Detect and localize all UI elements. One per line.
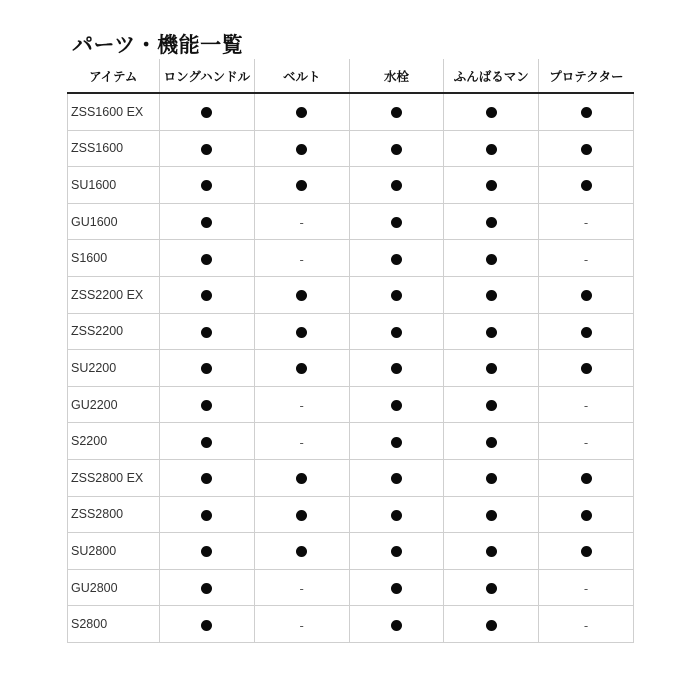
cell-funbaruman xyxy=(444,533,539,570)
item-name-cell: SU2800 xyxy=(68,533,160,570)
cell-long-handle xyxy=(160,496,255,533)
filled-circle-icon xyxy=(201,180,212,191)
cell-faucet xyxy=(349,459,444,496)
filled-circle-icon xyxy=(581,107,592,118)
header-faucet: 水栓 xyxy=(349,59,444,93)
cell-long-handle xyxy=(160,240,255,277)
cell-faucet xyxy=(349,167,444,204)
filled-circle-icon xyxy=(391,180,402,191)
cell-faucet xyxy=(349,496,444,533)
cell-protector xyxy=(539,459,634,496)
filled-circle-icon xyxy=(486,144,497,155)
filled-circle-icon xyxy=(391,290,402,301)
filled-circle-icon xyxy=(581,327,592,338)
cell-protector xyxy=(539,423,634,460)
filled-circle-icon xyxy=(391,583,402,594)
filled-circle-icon xyxy=(201,363,212,374)
dash-mark: - xyxy=(583,252,589,267)
cell-long-handle xyxy=(160,313,255,350)
item-name-cell: ZSS1600 xyxy=(68,130,160,167)
cell-protector xyxy=(539,533,634,570)
cell-funbaruman xyxy=(444,423,539,460)
item-name-cell: GU2800 xyxy=(68,569,160,606)
cell-belt xyxy=(254,386,349,423)
cell-long-handle xyxy=(160,350,255,387)
cell-long-handle xyxy=(160,167,255,204)
table-row xyxy=(68,606,634,643)
cell-funbaruman xyxy=(444,167,539,204)
filled-circle-icon xyxy=(296,144,307,155)
cell-long-handle xyxy=(160,386,255,423)
filled-circle-icon xyxy=(391,254,402,265)
cell-protector xyxy=(539,606,634,643)
cell-protector xyxy=(539,496,634,533)
cell-faucet xyxy=(349,350,444,387)
cell-long-handle xyxy=(160,130,255,167)
filled-circle-icon xyxy=(201,107,212,118)
dash-mark: - xyxy=(299,582,304,597)
item-name-cell: ZSS2200 EX xyxy=(68,276,160,313)
item-name-cell: ZSS2800 xyxy=(68,496,160,533)
cell-long-handle xyxy=(160,423,255,460)
filled-circle-icon xyxy=(201,144,212,155)
filled-circle-icon xyxy=(391,363,402,374)
item-name-cell: S2200 xyxy=(68,423,160,460)
filled-circle-icon xyxy=(391,546,402,557)
cell-belt xyxy=(254,313,349,350)
cell-funbaruman xyxy=(444,350,539,387)
cell-protector xyxy=(539,240,634,277)
filled-circle-icon xyxy=(581,363,592,374)
filled-circle-icon xyxy=(486,327,497,338)
filled-circle-icon xyxy=(581,180,592,191)
table-row xyxy=(68,533,634,570)
filled-circle-icon xyxy=(581,546,592,557)
filled-circle-icon xyxy=(391,473,402,484)
filled-circle-icon xyxy=(296,107,307,118)
cell-protector xyxy=(539,203,634,240)
dash-mark: - xyxy=(583,582,589,597)
filled-circle-icon xyxy=(581,290,592,301)
table-row xyxy=(68,240,634,277)
cell-funbaruman xyxy=(444,240,539,277)
filled-circle-icon xyxy=(296,510,307,521)
cell-protector xyxy=(539,276,634,313)
cell-protector xyxy=(539,130,634,167)
item-name-cell: SU1600 xyxy=(68,167,160,204)
filled-circle-icon xyxy=(201,583,212,594)
features-table xyxy=(67,59,634,643)
filled-circle-icon xyxy=(486,546,497,557)
table-row xyxy=(68,386,634,423)
filled-circle-icon xyxy=(201,290,212,301)
cell-protector xyxy=(539,167,634,204)
cell-protector xyxy=(539,350,634,387)
cell-protector xyxy=(539,313,634,350)
filled-circle-icon xyxy=(296,290,307,301)
cell-belt xyxy=(254,496,349,533)
filled-circle-icon xyxy=(486,217,497,228)
cell-faucet xyxy=(349,276,444,313)
dash-mark: - xyxy=(299,399,304,414)
table-row xyxy=(68,203,634,240)
filled-circle-icon xyxy=(201,437,212,448)
filled-circle-icon xyxy=(296,327,307,338)
cell-funbaruman xyxy=(444,203,539,240)
filled-circle-icon xyxy=(296,363,307,374)
cell-long-handle xyxy=(160,533,255,570)
filled-circle-icon xyxy=(391,217,402,228)
filled-circle-icon xyxy=(391,400,402,411)
cell-faucet xyxy=(349,533,444,570)
cell-faucet xyxy=(349,386,444,423)
filled-circle-icon xyxy=(486,290,497,301)
item-name-cell: ZSS2800 EX xyxy=(68,459,160,496)
dash-mark: - xyxy=(583,399,589,414)
cell-belt xyxy=(254,167,349,204)
table-row xyxy=(68,93,634,130)
item-name-cell: GU1600 xyxy=(68,203,160,240)
filled-circle-icon xyxy=(486,437,497,448)
table-row xyxy=(68,423,634,460)
cell-belt xyxy=(254,350,349,387)
header-item: アイテム xyxy=(68,59,160,93)
table-row xyxy=(68,569,634,606)
cell-belt xyxy=(254,276,349,313)
item-name-cell: SU2200 xyxy=(68,350,160,387)
cell-funbaruman xyxy=(444,496,539,533)
filled-circle-icon xyxy=(581,510,592,521)
cell-long-handle xyxy=(160,276,255,313)
dash-mark: - xyxy=(299,216,304,231)
cell-belt xyxy=(254,533,349,570)
cell-belt xyxy=(254,93,349,130)
page-title: パーツ・機能一覧 xyxy=(72,33,244,57)
filled-circle-icon xyxy=(486,473,497,484)
filled-circle-icon xyxy=(201,620,212,631)
filled-circle-icon xyxy=(486,583,497,594)
table-row xyxy=(68,459,634,496)
cell-funbaruman xyxy=(444,459,539,496)
cell-faucet xyxy=(349,240,444,277)
cell-belt xyxy=(254,606,349,643)
table-header-row xyxy=(68,59,634,93)
cell-belt xyxy=(254,459,349,496)
filled-circle-icon xyxy=(486,510,497,521)
filled-circle-icon xyxy=(486,400,497,411)
cell-belt xyxy=(254,203,349,240)
filled-circle-icon xyxy=(391,327,402,338)
cell-belt xyxy=(254,569,349,606)
filled-circle-icon xyxy=(581,473,592,484)
dash-mark: - xyxy=(583,435,589,450)
header-protector: プロテクター xyxy=(539,59,634,93)
item-name-cell: S2800 xyxy=(68,606,160,643)
cell-faucet xyxy=(349,203,444,240)
filled-circle-icon xyxy=(201,546,212,557)
table-row xyxy=(68,496,634,533)
dash-mark: - xyxy=(583,216,589,231)
filled-circle-icon xyxy=(486,180,497,191)
item-name-cell: ZSS2200 xyxy=(68,313,160,350)
cell-faucet xyxy=(349,130,444,167)
cell-protector xyxy=(539,386,634,423)
filled-circle-icon xyxy=(486,254,497,265)
filled-circle-icon xyxy=(486,107,497,118)
table-row xyxy=(68,313,634,350)
filled-circle-icon xyxy=(296,473,307,484)
filled-circle-icon xyxy=(391,144,402,155)
cell-faucet xyxy=(349,93,444,130)
filled-circle-icon xyxy=(391,620,402,631)
cell-long-handle xyxy=(160,459,255,496)
cell-belt xyxy=(254,130,349,167)
filled-circle-icon xyxy=(486,620,497,631)
filled-circle-icon xyxy=(391,437,402,448)
cell-long-handle xyxy=(160,93,255,130)
header-long-handle: ロングハンドル xyxy=(160,59,255,93)
filled-circle-icon xyxy=(201,400,212,411)
table-row xyxy=(68,167,634,204)
filled-circle-icon xyxy=(201,254,212,265)
header-belt: ベルト xyxy=(254,59,349,93)
filled-circle-icon xyxy=(486,363,497,374)
filled-circle-icon xyxy=(391,510,402,521)
cell-funbaruman xyxy=(444,276,539,313)
dash-mark: - xyxy=(299,252,304,267)
filled-circle-icon xyxy=(201,510,212,521)
filled-circle-icon xyxy=(296,546,307,557)
cell-funbaruman xyxy=(444,606,539,643)
table-row xyxy=(68,130,634,167)
cell-funbaruman xyxy=(444,386,539,423)
filled-circle-icon xyxy=(296,180,307,191)
item-name-cell: GU2200 xyxy=(68,386,160,423)
cell-long-handle xyxy=(160,203,255,240)
item-name-cell: S1600 xyxy=(68,240,160,277)
dash-mark: - xyxy=(299,618,304,633)
cell-funbaruman xyxy=(444,93,539,130)
header-funbaruman: ふんばるマン xyxy=(444,59,539,93)
table-row xyxy=(68,276,634,313)
filled-circle-icon xyxy=(201,327,212,338)
table-row xyxy=(68,350,634,387)
filled-circle-icon xyxy=(581,144,592,155)
cell-faucet xyxy=(349,423,444,460)
cell-belt xyxy=(254,240,349,277)
filled-circle-icon xyxy=(201,217,212,228)
dash-mark: - xyxy=(299,435,304,450)
dash-mark: - xyxy=(583,618,589,633)
cell-belt xyxy=(254,423,349,460)
filled-circle-icon xyxy=(391,107,402,118)
cell-protector xyxy=(539,93,634,130)
filled-circle-icon xyxy=(201,473,212,484)
cell-long-handle xyxy=(160,569,255,606)
cell-faucet xyxy=(349,569,444,606)
cell-faucet xyxy=(349,313,444,350)
cell-funbaruman xyxy=(444,130,539,167)
cell-funbaruman xyxy=(444,313,539,350)
cell-faucet xyxy=(349,606,444,643)
cell-protector xyxy=(539,569,634,606)
cell-funbaruman xyxy=(444,569,539,606)
item-name-cell: ZSS1600 EX xyxy=(68,93,160,130)
cell-long-handle xyxy=(160,606,255,643)
